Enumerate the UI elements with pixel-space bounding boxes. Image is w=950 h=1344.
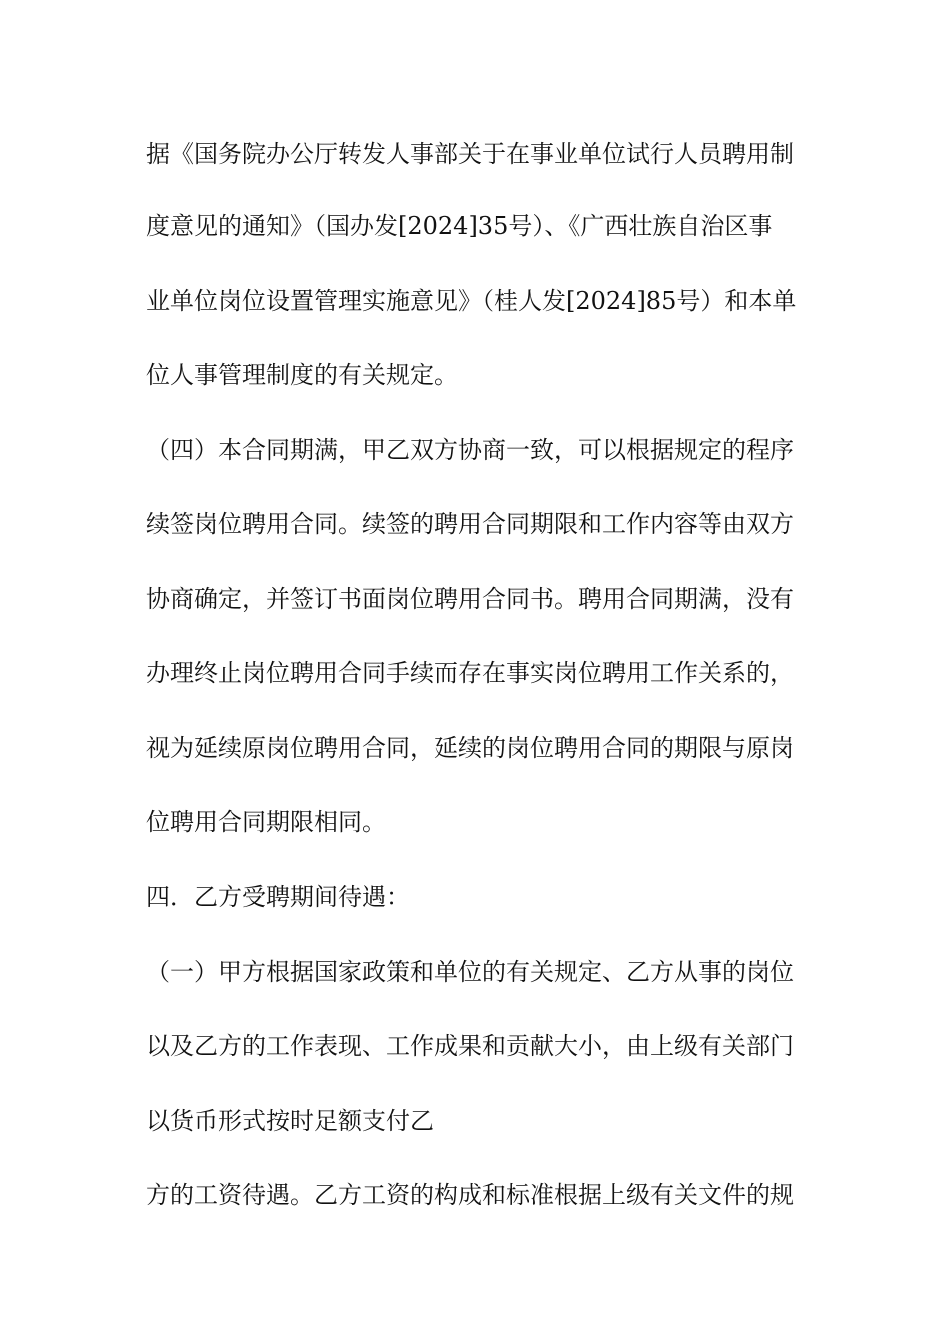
text-line: 位人事管理制度的有关规定。 xyxy=(146,361,458,389)
text-line: 以及乙方的工作表现、工作成果和贡献大小，由上级有关部门 xyxy=(146,1032,794,1060)
text-line: （一）甲方根据国家政策和单位的有关规定、乙方从事的岗位 xyxy=(146,958,794,986)
text-line: 协商确定，并签订书面岗位聘用合同书。聘用合同期满，没有 xyxy=(146,585,794,613)
text-line: 视为延续原岗位聘用合同，延续的岗位聘用合同的期限与原岗 xyxy=(146,734,794,762)
text-line: 以货币形式按时足额支付乙 xyxy=(146,1107,434,1135)
text-line: 方的工资待遇。乙方工资的构成和标准根据上级有关文件的规 xyxy=(146,1181,794,1209)
text-line: （四）本合同期满，甲乙双方协商一致，可以根据规定的程序 xyxy=(146,436,794,464)
text-line: 度意见的通知》（国办发[2024]35号）、《广西壮族自治区事 xyxy=(146,212,773,240)
section-heading: 四．乙方受聘期间待遇： xyxy=(146,883,410,911)
text-line: 位聘用合同期限相同。 xyxy=(146,808,386,836)
text-line: 续签岗位聘用合同。续签的聘用合同期限和工作内容等由双方 xyxy=(146,510,794,538)
text-line: 业单位岗位设置管理实施意见》（桂人发[2024]85号）和本单 xyxy=(146,287,797,315)
text-line: 据《国务院办公厅转发人事部关于在事业单位试行人员聘用制 xyxy=(146,140,794,168)
text-line: 办理终止岗位聘用合同手续而存在事实岗位聘用工作关系的， xyxy=(146,659,794,687)
